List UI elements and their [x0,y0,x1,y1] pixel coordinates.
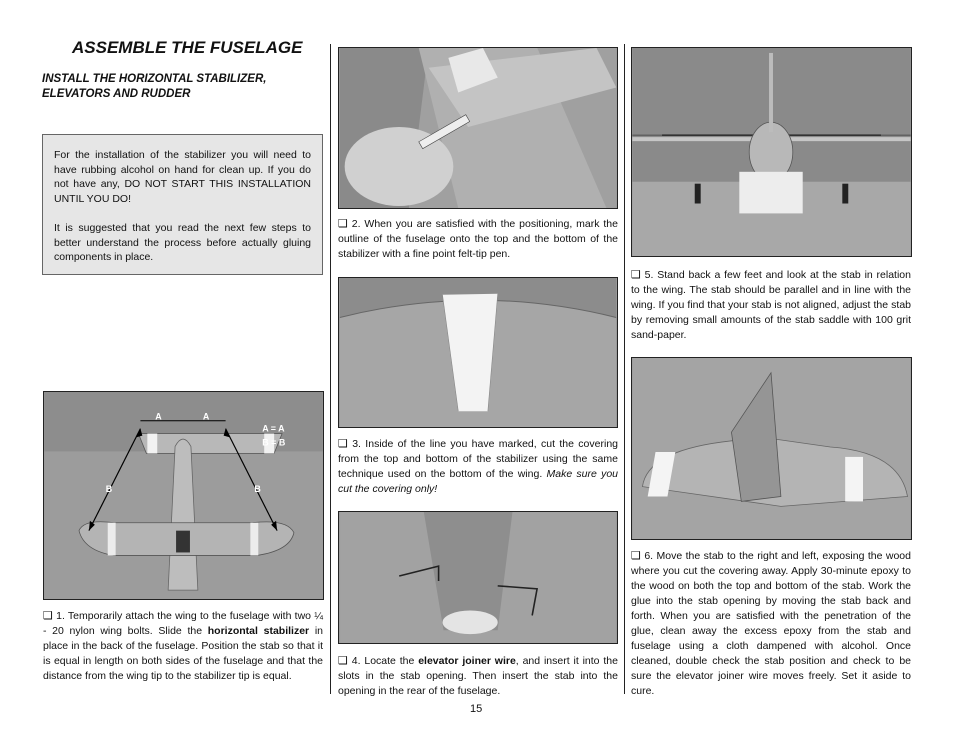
column-divider [330,44,331,694]
label-a-left: A [155,411,162,422]
step-6: ❑ 6. Move the stab to the right and left, exposing the wood where you cut the covering away. Apply 30-minute epoxy to the wood on both the top and bottom of the stab. Work the glue into the stab opening by moving the stab back and forth. When you are satisfied with the penetration of the glue, clean away the excess epoxy from the stab and fuselage using a cloth dampened with alcohol. Once cleaned, double check the stab position and check to be sure the elevator joiner wire moves freely. Set it aside to cure. [631,549,911,697]
label-eq-b: B = B [262,437,286,448]
label-b-right: B [254,484,261,495]
photo-cut-covering [338,277,618,428]
photo-stab-front-view [631,47,912,257]
sub-title: INSTALL THE HORIZONTAL STABILIZER, ELEVATORS AND RUDDER [42,73,267,100]
step-1: ❑ 1. Temporarily attach the wing to the fuselage with two ¼ - 20 nylon wing bolts. Slide the horizontal stabilizer in place in the back of the fuselage. Position the stab so that it is equal in length on both sides of the fuselage and that the distance from the wing tip to the stabilizer tip is equal. [43,609,323,682]
step-4: ❑ 4. Locate the elevator joiner wire, and insert it into the slots in the stab opening. Then insert the stab into the opening in the rear of the fuselage. [338,654,618,697]
checkbox-icon[interactable]: ❑ [43,609,53,622]
page-number: 15 [470,703,483,715]
checkbox-icon[interactable]: ❑ [338,437,348,450]
checkbox-icon[interactable]: ❑ [631,268,641,281]
photo-joiner-wire [338,511,618,644]
column-divider [624,44,625,694]
step-5: ❑ 5. Stand back a few feet and look at the stab in relation to the wing. The stab should be parallel and in line with the wing. If you find that your stab is not aligned, adjust the stab by removing small amounts of the stab saddle with 100 grit sand-paper. [631,268,911,341]
photo-stab-alignment [43,391,324,600]
note-paragraph: It is suggested that you read the next few steps to better understand the process before actually gluing components in place. [54,222,311,263]
step-2: ❑ 2. When you are satisfied with the positioning, mark the outline of the fuselage onto the top and the bottom of the stabilizer with a fine point felt-tip pen. [338,217,618,260]
checkbox-icon[interactable]: ❑ [338,217,348,230]
note-box [42,134,323,275]
photo-marking-outline [338,47,618,209]
label-a-right: A [202,411,210,422]
note-paragraph: For the installation of the stabilizer you will need to have rubbing alcohol on hand for clean up. If you do not have any, DO NOT START THIS INSTALLATION UNTIL YOU DO! [54,149,311,205]
photo-glue-stab [631,357,912,540]
checkbox-icon[interactable]: ❑ [631,549,641,562]
label-eq-a: A = A [262,423,285,434]
step-3: ❑ 3. Inside of the line you have marked, cut the covering from the top and bottom of the stabilizer using the same technique used on the bottom of the wing. Make sure you cut the covering only! [338,437,618,495]
section-title: ASSEMBLE THE FUSELAGE [72,38,303,57]
label-b-left: B [105,484,113,495]
photo-stab-alignment-image [44,392,323,599]
checkbox-icon[interactable]: ❑ [338,654,348,667]
